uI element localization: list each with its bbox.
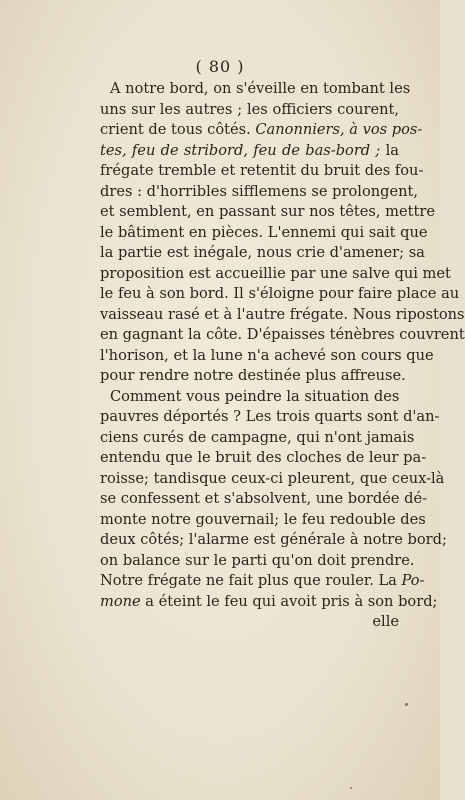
text-line: [100, 428, 415, 449]
text-line: [100, 571, 425, 592]
text-segment: la partie est inégale, nous crie d'amener; sa: [100, 244, 425, 261]
text-segment: crient de tous côtés.: [100, 121, 256, 138]
text-segment: A notre bord, on s'éveille en tombant les: [110, 80, 411, 97]
text-line: [100, 264, 451, 285]
text-segment: frégate tremble et retentit du bruit des fou-: [100, 162, 424, 179]
italic-text: Canonniers, à vos pos-: [255, 121, 423, 138]
italic-text: Po-: [401, 572, 425, 589]
text-line: [100, 551, 415, 572]
text-line: [100, 325, 465, 346]
text-segment: en gagnant la côte. D'épaisses ténèbres couvrent: [100, 326, 465, 343]
italic-text: mone: [100, 592, 141, 610]
italic-text: tes, feu de stribord, feu de bas-bord ;: [100, 141, 381, 159]
text-segment: pauvres déportés ? Les trois quarts sont d'an-: [100, 408, 440, 425]
text-segment: roisse; tandisque ceux-ci pleurent, que ceux-là: [100, 469, 445, 487]
text-line: [100, 448, 427, 469]
text-segment: la: [380, 141, 399, 159]
paper-speck: [405, 703, 408, 706]
text-line: [100, 202, 435, 223]
text-segment: a éteint le feu qui avoit pris à son bord;: [140, 592, 438, 610]
text-segment: pour rendre notre destinée plus affreuse.: [100, 367, 406, 384]
body-text: [100, 79, 465, 633]
text-line: [100, 407, 440, 428]
catchword: elle: [372, 613, 399, 630]
text-line: [100, 510, 426, 531]
text-line: [100, 141, 399, 162]
text-segment: vaisseau rasé et à l'autre frégate. Nous ripostons: [100, 305, 465, 323]
text-line: [100, 120, 423, 141]
text-segment: dres : d'horribles sifflemens se prolongent,: [100, 182, 419, 200]
text-line: [100, 223, 428, 244]
text-segment: proposition est accueillie par une salve qui met: [100, 264, 451, 282]
text-line: [100, 366, 406, 387]
text-line: [100, 182, 419, 203]
text-line: [100, 387, 399, 408]
text-segment: Comment vous peindre la situation des: [110, 387, 400, 405]
text-line: [100, 243, 425, 264]
text-segment: on balance sur le parti qu'on doit prendre.: [100, 551, 415, 569]
text-segment: le bâtiment en pièces. L'ennemi qui sait que: [100, 223, 428, 241]
text-line: [100, 530, 447, 551]
text-segment: deux côtés; l'alarme est générale à notre bord;: [100, 531, 447, 548]
text-segment: l'horison, et la lune n'a achevé son cours que: [100, 346, 434, 364]
text-segment: monte notre gouvernail; le feu redouble des: [100, 510, 426, 528]
text-line: [100, 79, 411, 100]
text-line: [100, 489, 428, 510]
text-line: [100, 100, 399, 121]
text-line: [100, 284, 460, 305]
text-segment: le feu à son bord. Il s'éloigne pour faire place au: [100, 285, 460, 302]
text-line: [100, 592, 438, 613]
text-segment: se confessent et s'absolvent, une bordée dé-: [100, 490, 428, 507]
text-segment: ciens curés de campagne, qui n'ont jamais: [100, 428, 415, 446]
text-line: [100, 469, 445, 490]
text-line: [100, 161, 424, 182]
text-segment: Notre frégate ne fait plus que rouler. La: [100, 572, 402, 589]
paper-speck: [350, 787, 352, 789]
page-number: ( 80 ): [195, 57, 245, 76]
text-line: [100, 305, 465, 326]
text-line: [100, 346, 434, 367]
text-segment: entendu que le bruit des cloches de leur pa-: [100, 449, 427, 466]
text-segment: uns sur les autres ; les officiers courent,: [100, 100, 399, 118]
text-segment: et semblent, en passant sur nos têtes, mettre: [100, 203, 435, 220]
